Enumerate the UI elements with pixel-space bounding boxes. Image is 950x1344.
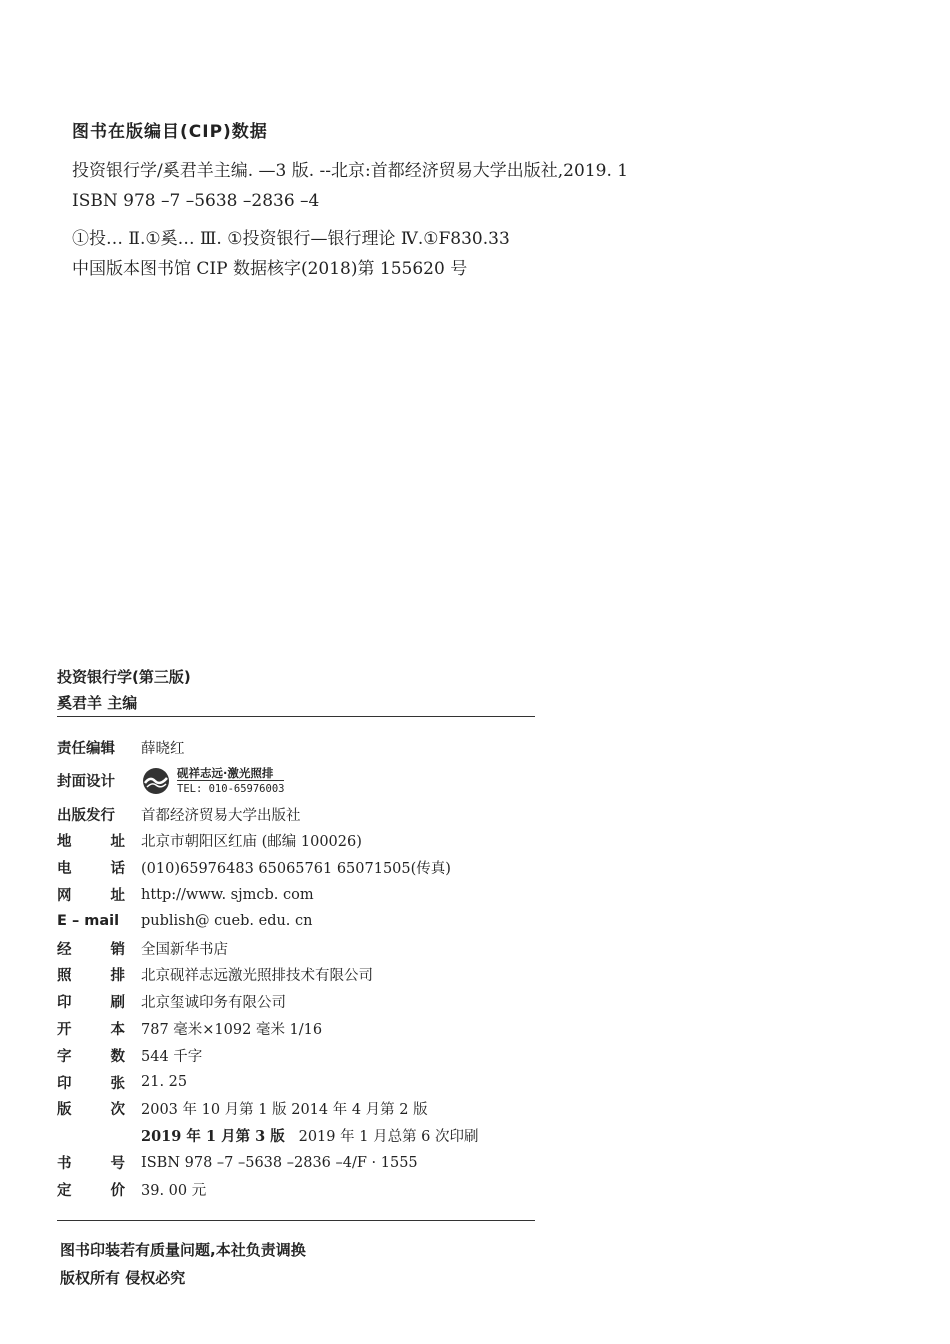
row-value: 北京砚祥志远激光照排技术有限公司 (141, 968, 373, 985)
info-row-distributor (57, 935, 537, 962)
info-row-isbn (57, 1149, 537, 1176)
info-row-typesetting (57, 962, 537, 989)
cip-heading: 图书在版编目(CIP)数据 (72, 122, 268, 142)
logo-phone: TEL: 010-65976003 (177, 780, 284, 796)
row-value (141, 1125, 537, 1146)
info-row-sheets (57, 1069, 537, 1096)
row-label: 字 数 (57, 1048, 125, 1065)
info-row-price (57, 1176, 537, 1203)
info-row-publisher (57, 801, 537, 828)
book-header (57, 664, 537, 716)
cip-entry: 投资银行学/奚君羊主编. —3 版. --北京:首都经济贸易大学出版社,2019. 1 (72, 161, 629, 181)
row-label: 印 刷 (57, 995, 125, 1012)
row-value: 薛晓红 (141, 740, 185, 757)
row-value: 北京市朝阳区红庙 (邮编 100026) (141, 834, 362, 851)
copyright-notice: 版权所有 侵权必究 (60, 1269, 186, 1287)
bottom-rule (57, 1220, 535, 1221)
top-rule (57, 716, 535, 717)
row-value: publish@ cueb. edu. cn (141, 913, 313, 930)
row-label: 地 址 (57, 834, 125, 851)
row-value: (010)65976483 65065761 65071505(传真) (141, 861, 451, 878)
row-value: 2003 年 10 月第 1 版 2014 年 4 月第 2 版 (141, 1102, 428, 1119)
row-label: 印 张 (57, 1075, 125, 1092)
cip-record-number: 中国版本图书馆 CIP 数据核字(2018)第 155620 号 (72, 259, 468, 279)
quality-notice: 图书印装若有质量问题,本社负责调换 (60, 1241, 306, 1259)
publication-info (57, 734, 537, 1203)
row-label: E – mail (57, 913, 120, 930)
info-row-website (57, 881, 537, 908)
row-value: 544 千字 (141, 1048, 203, 1065)
row-value: 21. 25 (141, 1074, 188, 1091)
row-label: 责任编辑 (57, 740, 115, 757)
row-value: 全国新华书店 (141, 941, 228, 958)
info-row-edition-cont (57, 1122, 537, 1149)
info-row-edition (57, 1096, 537, 1123)
row-label: 开 本 (57, 1022, 125, 1039)
info-row-email (57, 908, 537, 935)
info-row-words (57, 1042, 537, 1069)
row-label: 经 销 (57, 941, 125, 958)
row-label: 书 号 (57, 1156, 125, 1173)
row-label: 版 次 (57, 1102, 125, 1119)
row-value: 北京玺诚印务有限公司 (141, 995, 286, 1012)
cip-classification: ①投… Ⅱ.①奚… Ⅲ. ①投资银行—银行理论 Ⅳ.①F830.33 (72, 229, 510, 249)
book-title: 投资银行学(第三版) (57, 668, 191, 686)
cip-isbn: ISBN 978 –7 –5638 –2836 –4 (72, 191, 320, 211)
info-row-address (57, 828, 537, 855)
row-label: 定 价 (57, 1182, 125, 1199)
info-row-phone (57, 854, 537, 881)
notice-block (60, 1236, 306, 1292)
info-row-printer (57, 988, 537, 1015)
row-value: http://www. sjmcb. com (141, 886, 314, 903)
info-row-editor (57, 734, 537, 761)
info-row-format (57, 1015, 537, 1042)
row-value: 39. 00 元 (141, 1182, 207, 1199)
info-row-cover (57, 761, 537, 801)
row-label: 封面设计 (57, 774, 115, 791)
row-label: 照 排 (57, 968, 125, 985)
wave-logo-icon (141, 766, 171, 796)
cip-block (72, 118, 832, 284)
row-label: 网 址 (57, 888, 125, 905)
row-value: 787 毫米×1092 毫米 1/16 (141, 1022, 323, 1039)
row-label: 出版发行 (57, 807, 115, 824)
typesetter-logo (141, 766, 537, 796)
current-edition: 2019 年 1 月第 3 版 (141, 1128, 285, 1146)
logo-name: 砚祥志远·激光照排 (177, 765, 274, 780)
row-value: 首都经济贸易大学出版社 (141, 807, 301, 824)
row-label: 电 话 (57, 861, 125, 878)
row-value: ISBN 978 –7 –5638 –2836 –4/F · 1555 (141, 1154, 418, 1171)
printing-count: 2019 年 1 月总第 6 次印刷 (298, 1129, 479, 1146)
book-author: 奚君羊 主编 (57, 694, 138, 712)
